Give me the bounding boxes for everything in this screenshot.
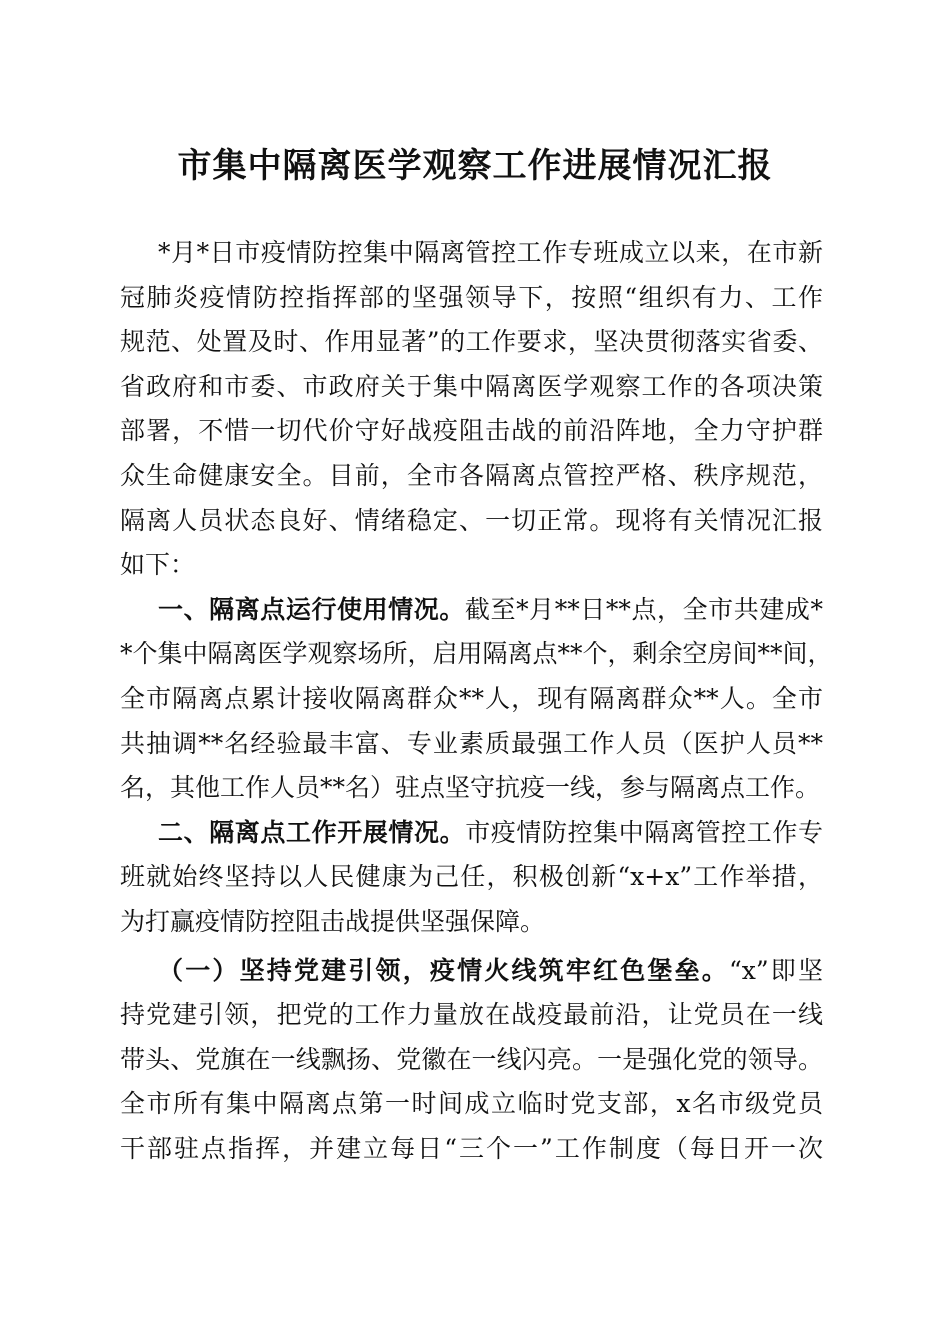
paragraph-line <box>120 679 823 724</box>
line-text: 班就始终坚持以人民健康为己任，积极创新“x+x”工作举措， <box>120 862 823 892</box>
paragraph-line <box>120 1084 823 1129</box>
line-text: *个集中隔离医学观察场所，启用隔离点**个，剩余空房间**间， <box>120 639 833 669</box>
paragraph-line <box>120 813 823 858</box>
line-text: 众生命健康安全。目前，全市各隔离点管控严格、秩序规范， <box>120 460 823 490</box>
line-text: 截至*月**日**点，全市共建成* <box>464 594 823 624</box>
line-text: *月*日市疫情防控集中隔离管控工作专班成立以来，在市新 <box>158 238 823 267</box>
paragraph-line <box>120 995 823 1040</box>
paragraph-line <box>120 768 823 813</box>
subsection-heading: （一）坚持党建引领，疫情火线筑牢红色堡垒。 <box>158 955 729 985</box>
line-text: 带头、党旗在一线飘扬、党徽在一线闪亮。一是强化党的领导。 <box>120 1044 823 1074</box>
paragraph-line <box>120 902 823 947</box>
line-text: 干部驻点指挥，并建立每日“三个一”工作制度（每日开一次 <box>120 1133 823 1163</box>
line-text: 如下： <box>120 550 196 580</box>
paragraph-line <box>120 634 833 679</box>
paragraph-line <box>120 367 823 412</box>
paragraph-line <box>120 1040 823 1085</box>
line-text: 持党建引领，把党的工作力量放在战疫最前沿，让党员在一线 <box>120 1000 823 1030</box>
paragraph-line <box>120 501 823 546</box>
line-text: 共抽调**名经验最丰富、专业素质最强工作人员（医护人员** <box>120 728 823 758</box>
section-heading: 一、隔离点运行使用情况。 <box>158 594 465 624</box>
paragraph-line <box>120 857 823 902</box>
paragraph-line <box>120 724 823 769</box>
line-text: 全市隔离点累计接收隔离群众**人，现有隔离群众**人。全市 <box>120 683 823 713</box>
line-text: 名，其他工作人员**名）驻点坚守抗疫一线，参与隔离点工作。 <box>120 773 821 803</box>
paragraph-line <box>120 456 823 501</box>
line-text: “x”即坚 <box>728 955 823 985</box>
document-body <box>120 233 833 1173</box>
line-text: 隔离人员状态良好、情绪稳定、一切正常。现将有关情况汇报 <box>120 505 823 535</box>
line-text: 规范、处置及时、作用显著”的工作要求，坚决贯彻落实省委、 <box>120 327 823 357</box>
paragraph-line <box>120 545 823 590</box>
paragraph-line <box>120 322 823 367</box>
paragraph-line <box>120 278 823 323</box>
paragraph-line <box>120 411 823 456</box>
paragraph-line <box>120 951 823 996</box>
section-heading: 二、隔离点工作开展情况。 <box>158 817 466 847</box>
paragraph-line <box>120 590 823 635</box>
line-text: 冠肺炎疫情防控指挥部的坚强领导下，按照“组织有力、工作 <box>120 282 823 312</box>
document-title: 市集中隔离医学观察工作进展情况汇报 <box>177 146 773 186</box>
paragraph-line <box>120 233 823 278</box>
line-text: 部署，不惜一切代价守好战疫阻击战的前沿阵地，全力守护群 <box>120 416 823 446</box>
line-text: 为打赢疫情防控阻击战提供坚强保障。 <box>120 906 546 936</box>
line-text: 省政府和市委、市政府关于集中隔离医学观察工作的各项决策 <box>120 371 823 401</box>
line-text: 全市所有集中隔离点第一时间成立临时党支部，x名市级党员 <box>120 1089 823 1119</box>
paragraph-line <box>120 1129 823 1174</box>
line-text: 市疫情防控集中隔离管控工作专 <box>465 817 823 847</box>
